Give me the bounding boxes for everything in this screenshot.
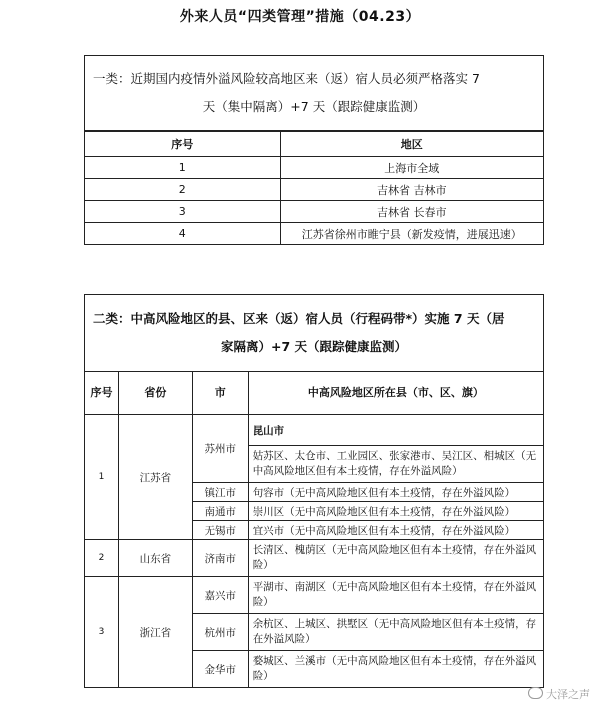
category1-table [84,55,544,245]
table-row [85,201,544,223]
group-no: 2 [85,540,119,577]
table-row [85,157,544,179]
county-cell: 平湖市、南湖区（无中高风险地区但有本土疫情，存在外溢风险） [248,577,543,614]
column-header-no: 序号 [85,131,281,157]
row-no: 4 [85,223,281,245]
column-header-area: 地区 [280,131,543,157]
county-cell: 余杭区、上城区、拱墅区（无中高风险地区但有本土疫情，存在外溢风险） [248,614,543,651]
category2-header [85,295,544,372]
category2-header-line1: 二类：中高风险地区的县、区来（返）宿人员（行程码带*）实施 7 天（居 [93,311,505,326]
table-row [85,540,544,577]
row-area: 吉林省 长春市 [280,201,543,223]
county-cell: 长清区、槐荫区（无中高风险地区但有本土疫情，存在外溢风险） [248,540,543,577]
city-cell: 金华市 [192,651,248,688]
city-cell: 杭州市 [192,614,248,651]
group-no: 3 [85,577,119,688]
city-cell: 嘉兴市 [192,577,248,614]
city-cell: 镇江市 [192,483,248,502]
group-no: 1 [85,415,119,540]
province-cell: 江苏省 [118,415,192,540]
page-title: 外来人员“四类管理”措施（04.23） [179,9,421,25]
category1-header [85,56,544,132]
watermark [528,686,590,702]
table-row [85,415,544,446]
row-no: 3 [85,201,281,223]
row-area: 吉林省 吉林市 [280,179,543,201]
column-header-province: 省份 [118,372,192,415]
category2-table [84,294,544,688]
watermark-text: 大泽之声 [546,688,590,701]
county-cell: 昆山市 [248,415,543,446]
city-cell: 无锡市 [192,521,248,540]
row-area: 上海市全域 [280,157,543,179]
column-header-counties: 中高风险地区所在县（市、区、旗） [248,372,543,415]
row-no: 1 [85,157,281,179]
county-cell: 宜兴市（无中高风险地区但有本土疫情，存在外溢风险） [248,521,543,540]
city-cell: 苏州市 [192,415,248,483]
province-cell: 浙江省 [118,577,192,688]
column-header-city: 市 [192,372,248,415]
city-cell: 济南市 [192,540,248,577]
category1-header-line1: 一类：近期国内疫情外溢风险较高地区来（返）宿人员必须严格落实 7 [93,71,480,86]
row-area: 江苏省徐州市睢宁县（新发疫情，进展迅速） [280,223,543,245]
county-cell: 姑苏区、太仓市、工业园区、张家港市、吴江区、相城区（无中高风险地区但有本土疫情，存在外溢风险） [248,446,543,483]
wechat-icon [528,687,543,699]
row-no: 2 [85,179,281,201]
table-row [85,577,544,614]
column-header-no: 序号 [85,372,119,415]
county-cell: 婺城区、兰溪市（无中高风险地区但有本土疫情，存在外溢风险） [248,651,543,688]
city-cell: 南通市 [192,502,248,521]
category2-header-line2: 家隔离）+7 天（跟踪健康监测） [220,339,408,354]
table-row [85,223,544,245]
province-cell: 山东省 [118,540,192,577]
category1-header-line2: 天（集中隔离）+7 天（跟踪健康监测） [202,99,426,114]
county-cell: 崇川区（无中高风险地区但有本土疫情，存在外溢风险） [248,502,543,521]
table-row [85,179,544,201]
county-cell: 句容市（无中高风险地区但有本土疫情，存在外溢风险） [248,483,543,502]
